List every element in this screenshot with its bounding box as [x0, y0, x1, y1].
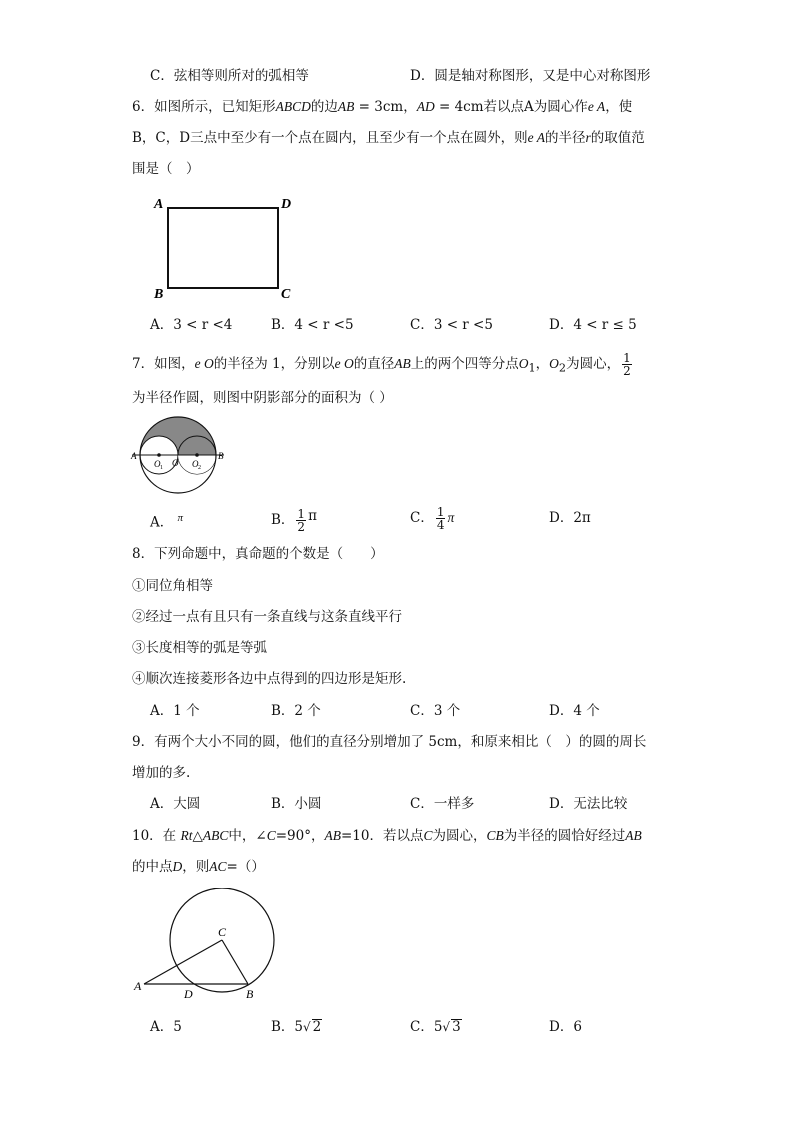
label-b: B — [246, 987, 254, 1001]
q6-stem-line1: 6．如图所示，已知矩形ABCD的边AB = 3cm，AD = 4cm若以点A为圆心作e A，使 — [132, 99, 633, 115]
q8-statement-2: ②经过一点有且只有一条直线与这条直线平行 — [132, 609, 402, 625]
label-o1-sub: 1 — [160, 465, 163, 471]
label-c: C — [218, 925, 227, 939]
q9-stem-line1: 9．有两个大小不同的圆，他们的直径分别增加了 5cm，和原来相比（ ）的圆的周长 — [132, 734, 647, 750]
label-b: B — [154, 287, 164, 302]
q7-option-b: B． $\frac{1}{2}$ π — [271, 507, 317, 534]
q6-stem-line3: 围是（ ） — [132, 161, 200, 177]
q10-stem-line1: 10．在 Rt△ABC中，∠C=90°，AB=10．若以点C为圆心，CB为半径的圆恰好经过AB — [132, 828, 642, 844]
q8-option-a: A．1 个 — [150, 703, 200, 719]
q5-option-d: D．圆是轴对称图形，又是中心对称图形 — [410, 68, 651, 84]
q10-circle-triangle-figure — [130, 888, 300, 1006]
q9-option-b: B．小圆 — [271, 796, 322, 812]
q6-rectangle-figure — [150, 190, 310, 305]
q7-circle-figure — [130, 415, 230, 497]
q7-option-c: C． $\frac{1}{4}$ π — [410, 505, 455, 532]
q10-option-b: B．5√ 2 — [271, 1019, 322, 1035]
label-d: D — [184, 987, 193, 1001]
label-o1: O — [154, 459, 161, 469]
label-d: D — [281, 197, 292, 212]
q6-option-d: D．4 < r ≤ 5 — [549, 317, 637, 333]
q8-statement-3: ③长度相等的弧是等弧 — [132, 640, 267, 656]
q6-stem-line2: B，C，D三点中至少有一个点在圆内，且至少有一个点在圆外，则e A的半径r的取值范 — [132, 130, 645, 146]
q6-option-c: C．3 < r <5 — [410, 317, 493, 333]
q8-statement-1: ①同位角相等 — [132, 578, 213, 594]
q7-stem-line2: 为半径作圆，则图中阴影部分的面积为（ ） — [132, 390, 393, 406]
label-b: B — [218, 451, 224, 461]
label-a: A — [134, 979, 142, 993]
q8-option-c: C．3 个 — [410, 703, 461, 719]
q8-option-d: D．4 个 — [549, 703, 600, 719]
q8-statement-4: ④顺次连接菱形各边中点得到的四边形是矩形. — [132, 671, 407, 687]
q8-stem: 8．下列命题中，真命题的个数是（ ） — [132, 546, 384, 562]
q8-option-b: B．2 个 — [271, 703, 321, 719]
q6-option-a: A．3 < r <4 — [150, 317, 233, 333]
q10-option-a: A．5 — [150, 1019, 182, 1035]
point-o1 — [157, 453, 161, 457]
q7-option-a: A． $^\pi$ — [150, 512, 184, 531]
q7-option-d: D．2π — [549, 510, 591, 526]
q7-stem-line1: 7．如图，e O的半径为 1，分别以e O的直径AB上的两个四等分点$O_1$，$O_2$为圆心， $\frac{1}{2}$ — [132, 351, 631, 378]
point-o2 — [195, 453, 199, 457]
rectangle-abcd — [168, 208, 278, 288]
label-a: A — [131, 451, 137, 461]
segment-ac — [144, 940, 222, 984]
segment-cb — [222, 940, 248, 984]
q9-option-a: A．大圆 — [150, 796, 201, 812]
q10-option-d: D．6 — [549, 1019, 582, 1035]
q10-option-c: C．5√ 3 — [410, 1019, 461, 1035]
label-a: A — [154, 197, 164, 212]
q9-option-c: C．一样多 — [410, 796, 475, 812]
q9-stem-line2: 增加的多. — [132, 765, 191, 781]
q6-option-b: B．4 < r <5 — [271, 317, 354, 333]
label-c: C — [281, 287, 291, 302]
label-o2-sub: 2 — [198, 465, 201, 471]
half-fraction: $\frac{1}{2}$ — [623, 351, 631, 378]
label-o: O — [172, 458, 179, 468]
q5-option-c: C．弦相等则所对的弧相等 — [150, 68, 309, 84]
q10-stem-line2: 的中点D，则AC=（） — [132, 859, 265, 875]
q9-option-d: D．无法比较 — [549, 796, 628, 812]
label-o2: O — [192, 459, 199, 469]
